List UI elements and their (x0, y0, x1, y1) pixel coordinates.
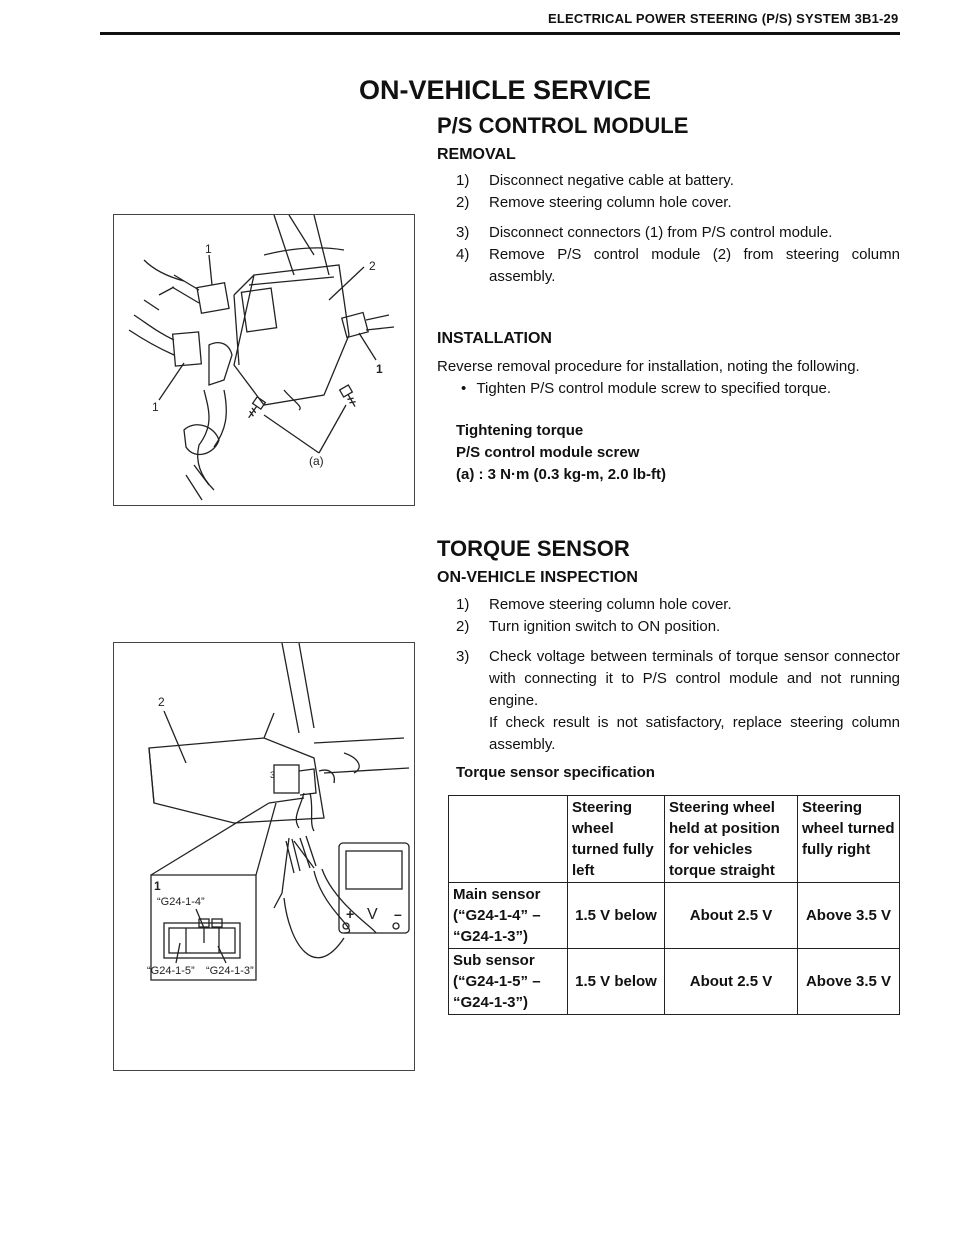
inset-label: 1 (154, 879, 161, 893)
figure-label-connector: 1 (205, 242, 212, 256)
torque-sensor-drawing (114, 643, 414, 1070)
table-header-cell (449, 796, 568, 883)
step-number: 3) (456, 224, 470, 241)
table-cell: Sub sensor (“G24-1-5” – “G24-1-3”) (449, 949, 568, 1015)
table-row (449, 883, 900, 949)
bullet-icon: • (461, 380, 467, 397)
inspection-step-1 (456, 594, 900, 616)
page-title: ON-VEHICLE SERVICE (358, 75, 652, 105)
table-cell: Main sensor (“G24-1-4” – “G24-1-3”) (449, 883, 568, 949)
meter-voltage-label: V (367, 906, 378, 923)
spec-title: Torque sensor specification (456, 764, 655, 781)
installation-heading: INSTALLATION (437, 330, 552, 347)
table-cell: Above 3.5 V (798, 949, 900, 1015)
figure-torque-sensor (113, 642, 415, 1071)
step-number: 2) (456, 194, 470, 211)
inspection-step-2 (456, 616, 900, 638)
step-number: 2) (456, 618, 470, 635)
terminal-label-g24-1-4: “G24-1-4” (157, 896, 205, 908)
table-cell: About 2.5 V (665, 883, 798, 949)
torque-spec-line: P/S control module screw (456, 444, 640, 461)
table-header-cell: Steering wheel turned fully right (798, 796, 900, 883)
step-text: Remove steering column hole cover. (489, 596, 732, 613)
torque-spec-line: Tightening torque (456, 422, 584, 439)
step-text: Disconnect connectors (1) from P/S control module. (489, 224, 833, 241)
inspection-heading: ON-VEHICLE INSPECTION (437, 569, 638, 586)
table-header-cell: Steering wheel turned fully left (568, 796, 665, 883)
installation-bullet (461, 378, 831, 400)
table-header-row (449, 796, 900, 883)
step-text: Turn ignition switch to ON position. (489, 618, 721, 635)
removal-step-1 (456, 170, 900, 192)
table-cell: 1.5 V below (568, 883, 665, 949)
table-header-cell: Steering wheel held at position for vehicles torque straight (665, 796, 798, 883)
removal-step-3 (456, 222, 900, 244)
table-cell: About 2.5 V (665, 949, 798, 1015)
step-number: 1) (456, 172, 470, 189)
control-module-drawing (114, 215, 414, 505)
step-note: If check result is not satisfactory, replace steering column assembly. (489, 714, 900, 753)
meter-minus-label: – (394, 906, 402, 922)
figure-label-screw: (a) (309, 454, 324, 468)
torque-spec-line: (a) : 3 N·m (0.3 kg-m, 2.0 lb-ft) (456, 466, 667, 483)
removal-step-2 (456, 192, 900, 214)
terminal-label-g24-1-5: “G24-1-5” (147, 965, 195, 977)
table-cell: 1.5 V below (568, 949, 665, 1015)
bullet-text: Tighten P/S control module screw to specified torque. (476, 380, 832, 397)
meter-plus-label: + (346, 906, 355, 922)
step-text: Remove steering column hole cover. (489, 194, 732, 211)
header-rule (100, 32, 900, 35)
figure-label-connector: 1 (376, 362, 383, 376)
step-text: Check voltage between terminals of torque sensor connector with connecting it to P/S control module and not running engine. (489, 648, 900, 709)
removal-step-4 (456, 244, 900, 288)
step-number: 4) (456, 246, 470, 263)
inspection-step-3 (456, 646, 900, 756)
section-title-torque-sensor: TORQUE SENSOR (437, 536, 630, 561)
table-cell: Above 3.5 V (798, 883, 900, 949)
figure-label-connector: 1 (152, 400, 159, 414)
figure-control-module (113, 214, 415, 506)
section-title-control-module: P/S CONTROL MODULE (437, 113, 689, 138)
figure-label-pin: 3 (270, 770, 276, 780)
installation-text: Reverse removal procedure for installation, noting the following. (437, 358, 860, 375)
removal-heading: REMOVAL (437, 146, 516, 163)
figure-label-module: 2 (158, 695, 165, 709)
torque-sensor-spec-table (448, 795, 900, 1015)
step-number: 1) (456, 596, 470, 613)
step-text: Remove P/S control module (2) from steering column assembly. (489, 246, 900, 285)
running-header: ELECTRICAL POWER STEERING (P/S) SYSTEM 3B1-29 (548, 11, 899, 26)
step-number: 3) (456, 648, 470, 665)
step-text: Disconnect negative cable at battery. (489, 172, 734, 189)
table-row (449, 949, 900, 1015)
figure-label-module: 2 (369, 259, 376, 273)
terminal-label-g24-1-3: “G24-1-3” (206, 965, 254, 977)
